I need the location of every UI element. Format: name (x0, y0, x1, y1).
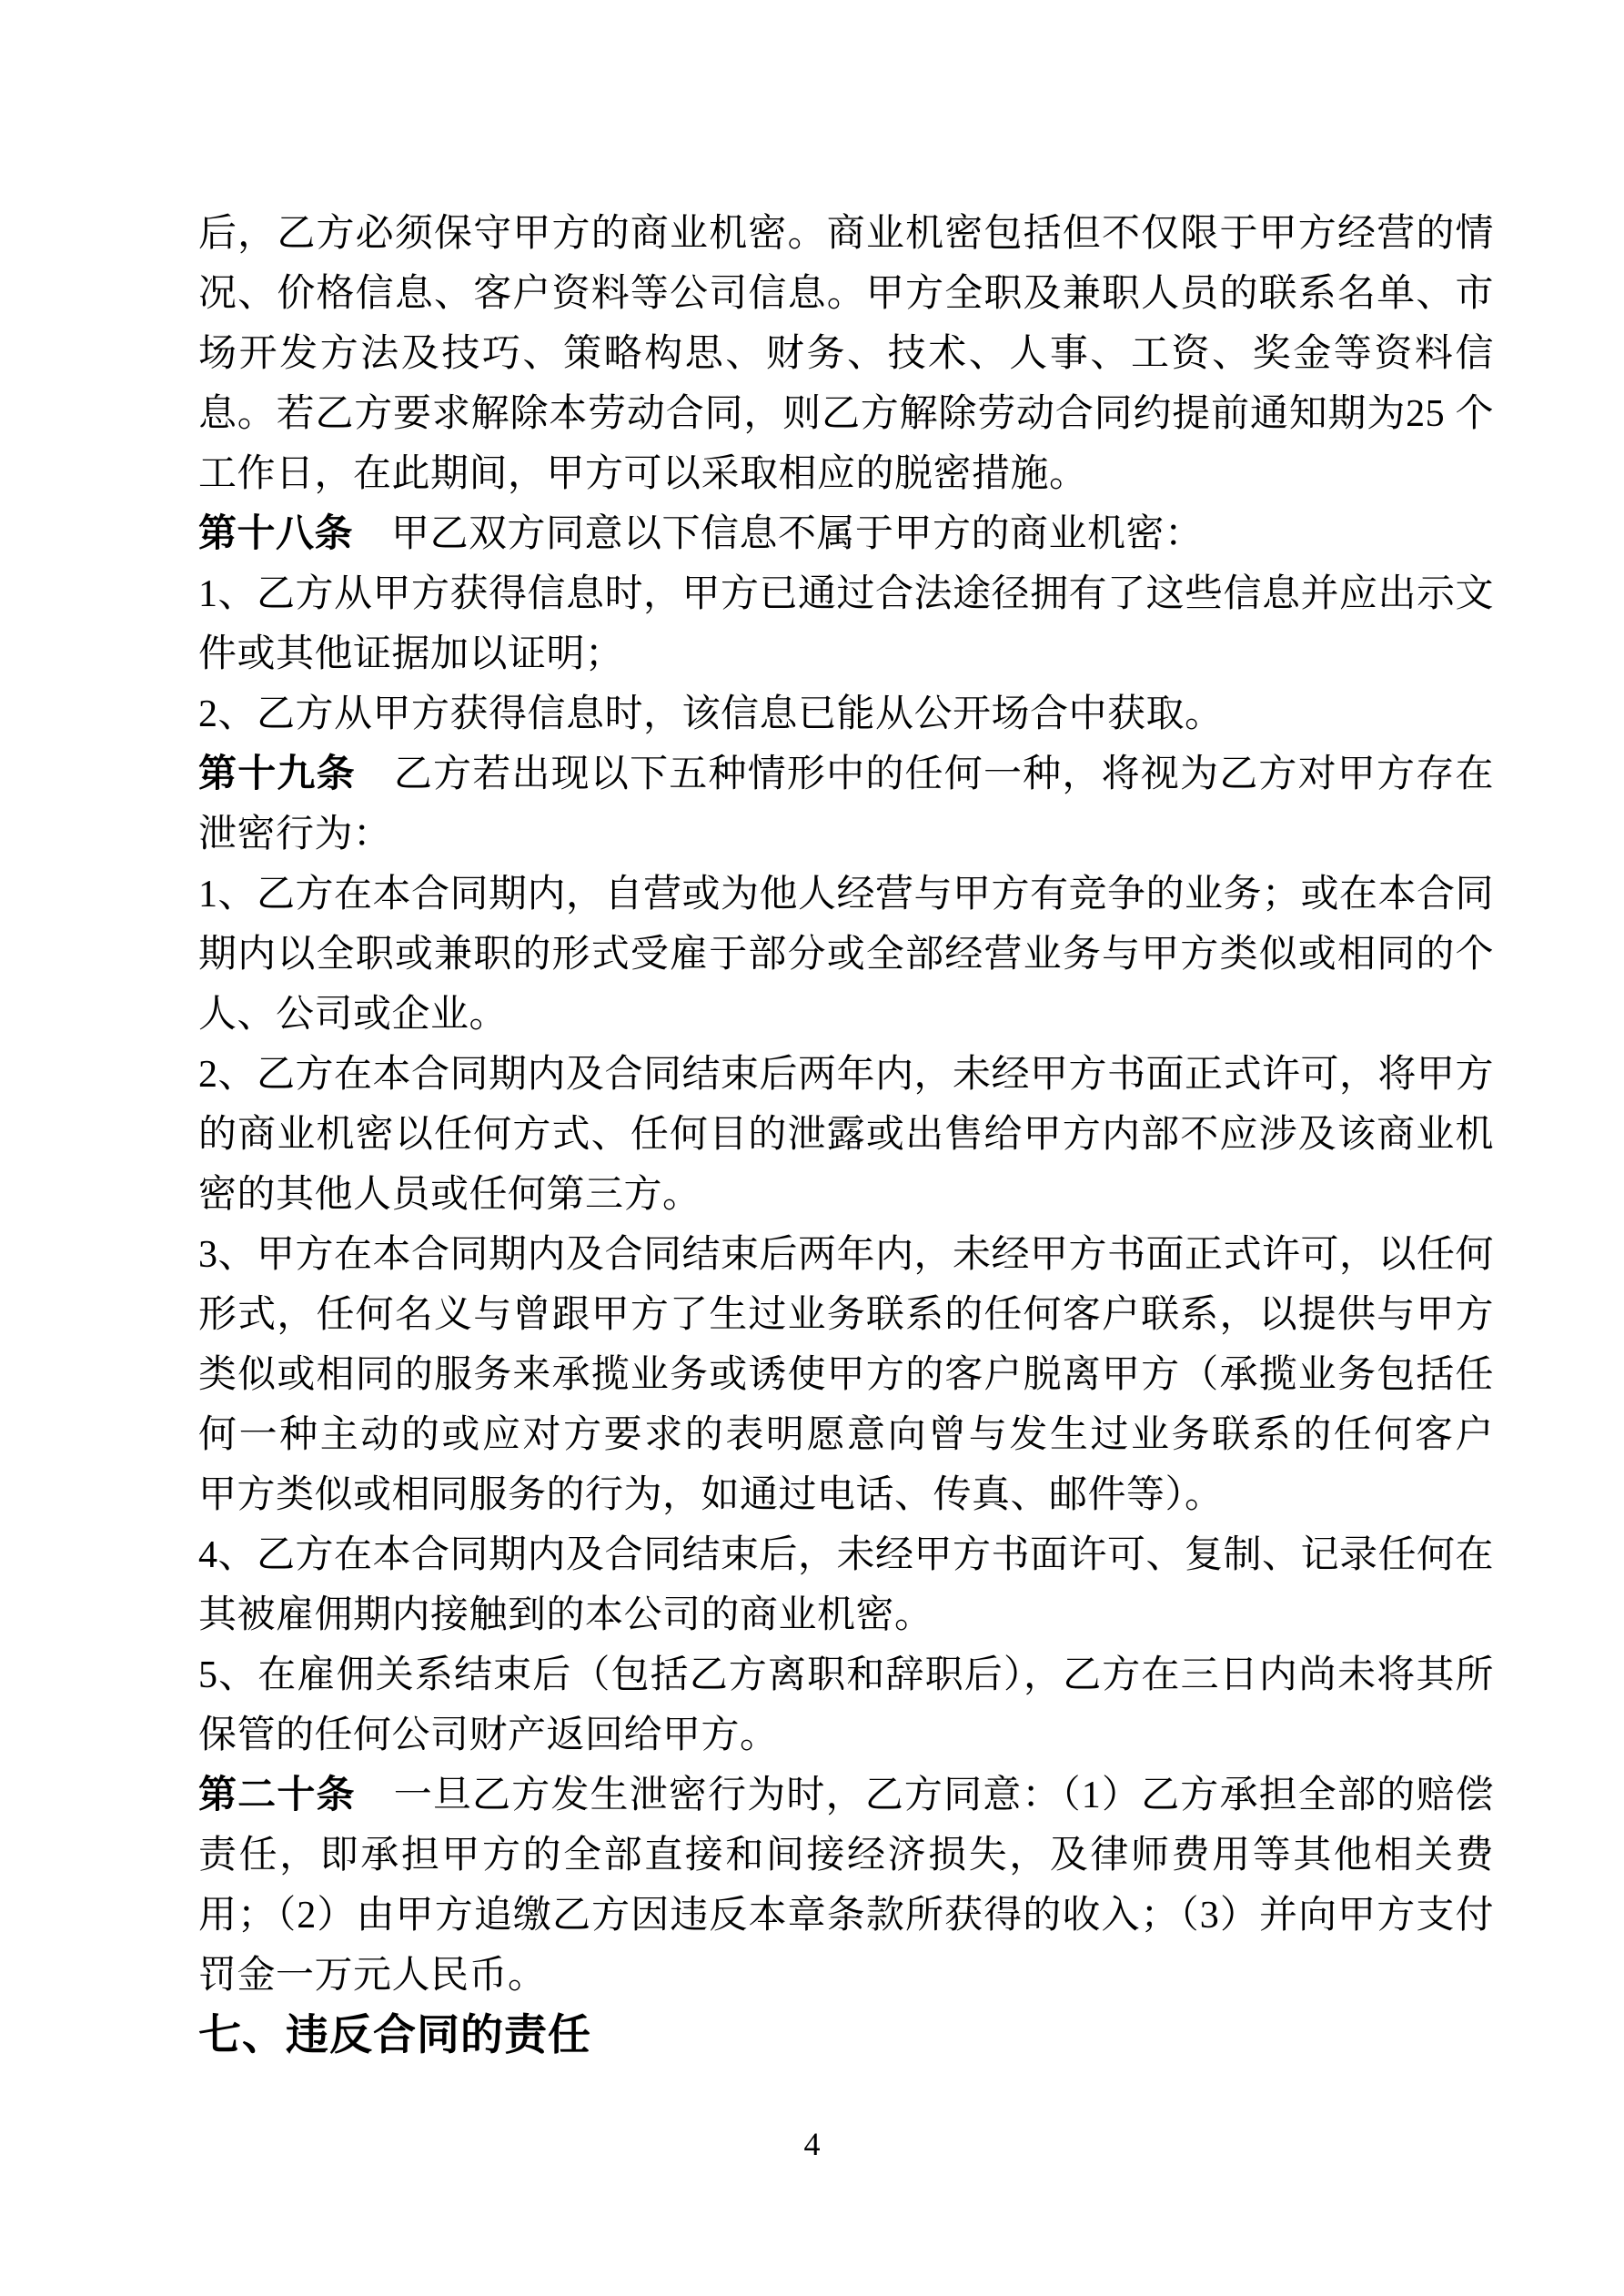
section-heading: 七、违反合同的责任 (198, 2012, 591, 2059)
clause-text: 4、乙方在本合同期内及合同结束后，未经甲方书面许可、复制、记录任何在其被雇佣期内接触到的本公司的商业机密。 (198, 1534, 1495, 1636)
clause-text: 5、在雇佣关系结束后（包括乙方离职和辞职后），乙方在三日内尚未将其所保管的任何公司财产返回给甲方。 (198, 1654, 1494, 1756)
contract-paragraph (198, 1045, 1494, 1225)
contract-paragraph (198, 744, 1494, 865)
clause-text: 甲乙双方同意以下信息不属于甲方的商业机密： (391, 513, 1204, 555)
clause-number: 第十八条 (198, 513, 354, 555)
contract-paragraph (198, 1765, 1494, 2006)
contract-paragraph (198, 504, 1494, 564)
contract-paragraph (198, 204, 1494, 504)
clause-number: 第十九条 (198, 754, 356, 795)
clause-text: 一旦乙方发生泄密行为时，乙方同意：（1）乙方承担全部的赔偿责任，即承担甲方的全部直接和间接经济损失，及律师费用等其他相关费用；（2）由甲方追缴乙方因违反本章条款所获得的收入；（3）并向甲方支付罚金一万元人民币。 (198, 1775, 1494, 1997)
contract-paragraph (198, 865, 1494, 1045)
clause-text: 1、乙方从甲方获得信息时，甲方已通过合法途径拥有了这些信息并应出示文件或其他证据加以证明； (198, 573, 1495, 675)
contract-paragraph (198, 1225, 1543, 1525)
clause-text: 后，乙方必须保守甲方的商业机密。商业机密包括但不仅限于甲方经营的情况、价格信息、客户资料等公司信息。甲方全职及兼职人员的联系名单、市场开发方法及技巧、策略构思、财务、技术、人事、工资、奖金等资料信息。若乙方要求解除本劳动合同，则乙方解除劳动合同约提前通知期为25 个工作日，在此期间，甲方可以采取相应的脱密措施。 (198, 213, 1494, 495)
clause-text: 1、乙方在本合同期内，自营或为他人经营与甲方有竞争的业务；或在本合同期内以全职或兼职的形式受雇于部分或全部经营业务与甲方类似或相同的个人、公司或企业。 (198, 874, 1495, 1036)
clause-text: 2、乙方从甲方获得信息时，该信息已能从公开场合中获取。 (198, 693, 1224, 735)
clause-text: 2、乙方在本合同期内及合同结束后两年内，未经甲方书面正式许可，将甲方的商业机密以任何方式、任何目的泄露或出售给甲方内部不应涉及该商业机密的其他人员或任何第三方。 (198, 1054, 1495, 1216)
page-number: 4 (803, 2126, 821, 2162)
contract-paragraph (198, 1525, 1494, 1645)
contract-paragraph (198, 564, 1494, 684)
document-content (198, 204, 1543, 2066)
clause-text: 乙方若出现以下五种情形中的任何一种，将视为乙方对甲方存在泄密行为： (198, 754, 1494, 855)
clause-number: 第二十条 (198, 1775, 356, 1816)
contract-paragraph (198, 1645, 1494, 1765)
contract-paragraph (198, 684, 1494, 744)
clause-text: 3、甲方在本合同期内及合同结束后两年内，未经甲方书面正式许可，以任何形式，任何名义与曾跟甲方了生过业务联系的任何客户联系，以提供与甲方类似或相同的服务来承揽业务或诱使甲方的客户脱离甲方（承揽业务包括任何一种主动的或应对方要求的表明愿意向曾与发生过业务联系的任何客户 甲方类似或相同服务的行为，如通过电话、传真、邮件等）。 (198, 1234, 1543, 1516)
